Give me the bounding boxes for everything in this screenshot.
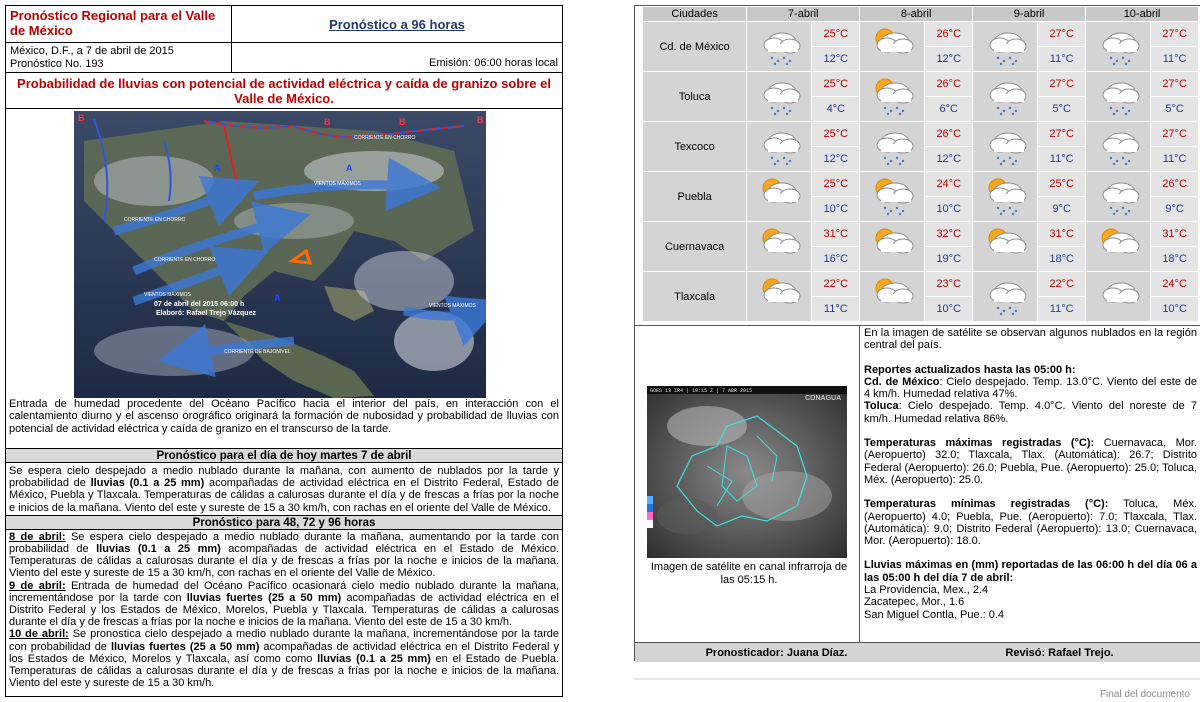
satellite-header-text: GOES 13 IR4 | 10:15 Z | 7 ABR 2015 bbox=[650, 388, 753, 394]
weather-icon bbox=[747, 172, 812, 222]
report-toluca-label: Toluca bbox=[864, 400, 899, 413]
temp-min: 9°C bbox=[1038, 197, 1086, 222]
table-row bbox=[643, 172, 1199, 197]
weather-icon bbox=[747, 22, 812, 72]
temp-max: 26°C bbox=[925, 122, 973, 147]
map-author: Elaboró: Rafael Trejo Vázquez bbox=[156, 310, 256, 317]
day-9-text-a: Entrada de humedad del Océano Pacífico ocasionará cielo medio nublado durante la mañana, incrementándose por la tarde con bbox=[9, 579, 560, 604]
satellite-summary: En la imagen de satélite se observan algunos nublados en la región central del país. bbox=[864, 327, 1197, 352]
satellite-caption: Imagen de satélite en canal infrarroja de las 05:15 h. bbox=[650, 561, 848, 586]
day-8-label: 8 de abril: bbox=[9, 530, 66, 543]
updated-reports-heading: Reportes actualizados hasta las 05:00 h: bbox=[864, 363, 1076, 376]
max-temperatures bbox=[864, 437, 1197, 486]
temp-min: 16°C bbox=[812, 247, 860, 272]
forecast-page-right bbox=[634, 5, 1200, 661]
temp-max: 24°C bbox=[1151, 272, 1199, 297]
map-label-b: B bbox=[477, 115, 484, 125]
temp-max: 22°C bbox=[812, 272, 860, 297]
temp-max: 25°C bbox=[812, 122, 860, 147]
today-text-c: acompañadas de actividad eléctrica en el Distrito Federal, Estado de México, Puebla y Tlaxcala. Temperaturas de cálidas a calurosas durante el día y de frescas a frías por la noche e inicios de la mañana. Viento del este y sureste de 15 a 30 km/h, con rachas en el oriente del Valle de México. bbox=[9, 477, 559, 514]
min-temperatures-heading: Temperaturas mínimas registradas (°C): bbox=[864, 498, 1109, 511]
city-name: Cuernavaca bbox=[643, 222, 747, 272]
weather-icon bbox=[973, 272, 1038, 322]
temp-max: 31°C bbox=[1038, 222, 1086, 247]
day-10-rain-light: lluvias (0.1 a 25 mm) bbox=[317, 652, 431, 665]
report-cdmx bbox=[864, 376, 1197, 401]
day-10-forecast bbox=[9, 628, 559, 689]
temp-max: 31°C bbox=[812, 222, 860, 247]
forecast-page-left bbox=[5, 5, 563, 697]
weather-icon bbox=[1086, 272, 1151, 322]
city-name: Toluca bbox=[643, 72, 747, 122]
temp-min: 18°C bbox=[1038, 247, 1086, 272]
today-rain-amount: lluvias (0.1 a 25 mm) bbox=[90, 477, 205, 490]
table-row bbox=[643, 222, 1199, 247]
end-of-document-label: Final del documento bbox=[1099, 689, 1190, 700]
temp-min: 12°C bbox=[925, 47, 973, 72]
map-label-b: B bbox=[324, 117, 331, 127]
rainfall-item: Zacatepec, Mor., 1.6 bbox=[864, 596, 965, 609]
temp-min: 10°C bbox=[925, 297, 973, 322]
synoptic-map bbox=[6, 109, 562, 398]
page-bottom-edge bbox=[634, 678, 1200, 680]
temp-min: 11°C bbox=[1038, 297, 1086, 322]
table-row bbox=[643, 72, 1199, 97]
day-8-rain: lluvias (0.1 a 25 mm) bbox=[96, 543, 221, 556]
day-8-text-a: Se espera cielo despejado a medio nublado durante la mañana, aumentando por la tarde con probabilidad de bbox=[9, 530, 559, 556]
city-name: Texcoco bbox=[643, 122, 747, 172]
temp-min: 9°C bbox=[1151, 197, 1199, 222]
today-text-a: Se espera cielo despejado a medio nublado durante la mañana, con aumento de nublados por la tarde y probabilidad de bbox=[9, 465, 559, 490]
day-10-label: 10 de abril: bbox=[9, 628, 69, 641]
satellite-section bbox=[635, 325, 1200, 642]
forecaster-name: Pronosticador: Juana Díaz. bbox=[705, 646, 848, 659]
temp-max: 24°C bbox=[925, 172, 973, 197]
map-label-winds: VIENTOS MÁXIMOS bbox=[429, 303, 476, 309]
min-temperatures bbox=[864, 498, 1197, 547]
extended-forecast-heading: Pronóstico para 48, 72 y 96 horas bbox=[6, 515, 562, 530]
temp-max: 25°C bbox=[812, 72, 860, 97]
day-9-label: 9 de abril: bbox=[9, 579, 66, 592]
weather-icon bbox=[860, 222, 925, 272]
temp-min: 12°C bbox=[812, 47, 860, 72]
max-rainfall bbox=[864, 559, 1197, 620]
synoptic-description: Entrada de humedad procedente del Océano Pacífico hacia el interior del país, en interacción con el calentamiento diurno y el ascenso orográfico originará la formación de nubosidad y probabilidad de lluvias con potencial de actividad eléctrica y caída de granizo en el transcurso de la tarde. bbox=[9, 398, 559, 435]
temp-min: 19°C bbox=[925, 247, 973, 272]
reviewer-name: Revisó: Rafael Trejo. bbox=[1005, 646, 1114, 659]
synoptic-map-image bbox=[74, 111, 486, 398]
updated-reports bbox=[864, 364, 1197, 425]
map-label-jet: CORRIENTE EN CHORRO bbox=[354, 135, 416, 141]
place-date: México, D.F., a 7 de abril de 2015 bbox=[10, 45, 174, 57]
observations-text bbox=[860, 326, 1200, 642]
day-10-rain-heavy: lluvias fuertes (25 a 50 mm) bbox=[110, 640, 260, 653]
report-cdmx-text: : Cielo despejado. Temp. 13.0°C. Viento del este de 4 km/h. Humedad relativa 47%. bbox=[864, 375, 1197, 401]
forecast-number: Pronóstico No. 193 bbox=[10, 58, 104, 70]
temp-max: 25°C bbox=[812, 172, 860, 197]
col-city-header: Ciudades bbox=[643, 7, 747, 22]
day-9-forecast bbox=[9, 580, 559, 629]
forecast-96h-cell bbox=[232, 6, 562, 42]
weather-icon bbox=[860, 22, 925, 72]
map-date-stamp: 07 de abril del 2015 06:00 h bbox=[154, 301, 245, 308]
map-label-winds: VIENTOS MÁXIMOS bbox=[144, 292, 191, 298]
temp-max: 27°C bbox=[1038, 122, 1086, 147]
satellite-panel bbox=[635, 326, 860, 642]
max-rainfall-heading: Lluvias máximas en (mm) reportadas de las 06:00 h del día 06 a las 05:00 h del día 7 de abril: bbox=[864, 559, 1197, 584]
temp-max: 27°C bbox=[1038, 72, 1086, 97]
col-day-header: 8-abril bbox=[860, 7, 973, 22]
temp-min: 18°C bbox=[1151, 247, 1199, 272]
weather-icon bbox=[973, 72, 1038, 122]
temp-max: 32°C bbox=[925, 222, 973, 247]
temp-min: 4°C bbox=[812, 97, 860, 122]
temp-max: 27°C bbox=[1038, 22, 1086, 47]
map-label-a: A bbox=[214, 163, 221, 173]
weather-icon bbox=[1086, 22, 1151, 72]
temp-max: 27°C bbox=[1151, 72, 1199, 97]
max-temperatures-text: Cuernavaca, Mor. (Aeropuerto) 32.0; Tlaxcala, Tlax. (Automática): 26.7; Distrito Federal (Aeropuerto): 26.0; Puebla, Pue. (Aeropuerto): 25.0; Toluca, Méx. (Aeropuerto): 25.0. bbox=[864, 437, 1197, 486]
report-toluca bbox=[864, 400, 1197, 425]
day-9-rain: lluvias fuertes (25 a 50 mm) bbox=[186, 591, 342, 604]
min-temperatures-text: Toluca, Méx. (Aeropuerto) 4.0; Puebla, Pue. (Aeropuerto): 7.0; Tlaxcala, Tlax. (Automática): 9.0; Distrito Federal (Aeropuerto): 13.0; Cuernavaca, Mor. (Aeropuerto): 18.0. bbox=[864, 498, 1198, 548]
weather-icon bbox=[1086, 222, 1151, 272]
map-label-a: A bbox=[274, 293, 281, 303]
temp-min: 11°C bbox=[1151, 147, 1199, 172]
map-label-jet: CORRIENTE EN CHORRO bbox=[124, 217, 186, 223]
header-row bbox=[6, 6, 562, 43]
temp-min: 11°C bbox=[1038, 147, 1086, 172]
weather-icon bbox=[860, 72, 925, 122]
map-label-jet: CORRIENTE EN CHORRO bbox=[154, 257, 216, 263]
temp-min: 6°C bbox=[925, 97, 973, 122]
temp-min: 12°C bbox=[812, 147, 860, 172]
temp-min: 10°C bbox=[812, 197, 860, 222]
temp-min: 11°C bbox=[1151, 47, 1199, 72]
weather-icon bbox=[1086, 172, 1151, 222]
temp-max: 25°C bbox=[1038, 172, 1086, 197]
weather-icon bbox=[747, 72, 812, 122]
table-row bbox=[643, 22, 1199, 47]
temp-max: 26°C bbox=[925, 72, 973, 97]
temp-min: 11°C bbox=[1038, 47, 1086, 72]
table-header-row bbox=[643, 7, 1199, 22]
weather-icon bbox=[860, 122, 925, 172]
temp-max: 22°C bbox=[1038, 272, 1086, 297]
day-10-text-c: acompañadas de actividad eléctrica en el Distrito Federal y los Estados de México, Morelos y Tlaxcala, así como como bbox=[9, 640, 559, 665]
temp-min: 12°C bbox=[925, 147, 973, 172]
map-label-lowlevel: CORRIENTE DE BAJONIVEL bbox=[224, 349, 291, 355]
col-day-header: 10-abril bbox=[1086, 7, 1199, 22]
main-headline: Probabilidad de lluvias con potencial de actividad eléctrica y caída de granizo sobre el Valle de México. bbox=[6, 73, 562, 109]
weather-icon bbox=[860, 172, 925, 222]
weather-icon bbox=[1086, 72, 1151, 122]
satellite-image bbox=[647, 386, 847, 558]
today-forecast-text bbox=[6, 463, 562, 515]
weather-icon bbox=[973, 222, 1038, 272]
emission-cell bbox=[232, 43, 562, 72]
temp-min: 10°C bbox=[925, 197, 973, 222]
signature-row bbox=[635, 642, 1200, 662]
map-label-b: B bbox=[399, 117, 406, 127]
temp-min: 11°C bbox=[812, 297, 860, 322]
temp-min: 10°C bbox=[1151, 297, 1199, 322]
weather-icon bbox=[747, 122, 812, 172]
rainfall-item: San Miguel Contla, Pue.: 0.4 bbox=[864, 608, 1005, 621]
header-info-row bbox=[6, 43, 562, 73]
weather-icon bbox=[860, 272, 925, 322]
table-row bbox=[643, 122, 1199, 147]
day-8-forecast bbox=[9, 531, 559, 580]
report-cdmx-label: Cd. de México bbox=[864, 375, 940, 388]
map-label-winds: VIENTOS MÁXIMOS bbox=[314, 181, 361, 187]
city-name: Tlaxcala bbox=[643, 272, 747, 322]
temp-min: 5°C bbox=[1151, 97, 1199, 122]
table-row bbox=[643, 272, 1199, 297]
weather-icon bbox=[747, 272, 812, 322]
map-label-b: B bbox=[78, 113, 85, 123]
regional-forecast-title: Pronóstico Regional para el Valle de México bbox=[6, 6, 232, 42]
col-day-header: 7-abril bbox=[747, 7, 860, 22]
report-toluca-text: : Cielo despejado. Temp. 4.0°C. Viento del noreste de 7 km/h. Humedad relativa 86%. bbox=[864, 400, 1197, 425]
temp-max: 31°C bbox=[1151, 222, 1199, 247]
weather-icon bbox=[747, 222, 812, 272]
temp-min: 5°C bbox=[1038, 97, 1086, 122]
temp-max: 27°C bbox=[1151, 122, 1199, 147]
conagua-logo: CONAGUA bbox=[805, 395, 842, 402]
weather-icon bbox=[973, 122, 1038, 172]
map-label-a: A bbox=[346, 163, 353, 173]
max-temperatures-heading: Temperaturas máximas registradas (°C): bbox=[864, 437, 1095, 450]
city-name: Puebla bbox=[643, 172, 747, 222]
extended-forecast-text bbox=[6, 530, 562, 691]
col-day-header: 9-abril bbox=[973, 7, 1086, 22]
date-cell bbox=[6, 43, 232, 72]
weather-icon bbox=[973, 22, 1038, 72]
city-forecast-table bbox=[642, 6, 1199, 322]
temp-max: 27°C bbox=[1151, 22, 1199, 47]
rainfall-item: La Providencia, Mex., 2.4 bbox=[864, 584, 989, 597]
today-forecast-heading: Pronóstico para el día de hoy martes 7 de abril bbox=[6, 448, 562, 463]
weather-icon bbox=[1086, 122, 1151, 172]
temp-max: 26°C bbox=[1151, 172, 1199, 197]
day-8-text-c: acompañadas de actividad eléctrica en el Estado de México. Temperaturas de cálidas a calurosas durante el día y de frescas a frías por la noche e inicios de la mañana. Viento del este y sureste de 15 a 30 km/h, con rachas en el oriente del Valle de México. bbox=[9, 543, 559, 580]
weather-icon bbox=[973, 172, 1038, 222]
page-gap bbox=[563, 0, 634, 702]
day-10-text-a: Se pronostica cielo despejado a medio nublado durante la mañana, incrementándose por la tarde con probabilidad de bbox=[9, 628, 559, 653]
day-10-text-e: en el Estado de Puebla. Temperaturas de cálidas a calurosas durante el día y de frescas a frías por la noche e inicios de la mañana. Viento del este y sureste de 15 a 30 km/h. bbox=[9, 652, 559, 690]
forecast-96h-title: Pronóstico a 96 horas bbox=[329, 16, 465, 32]
emission-time: Emisión: 06:00 horas local bbox=[428, 57, 558, 69]
day-9-text-c: acompañadas de actividad eléctrica en el Distrito Federal y los Estados de México, Morelos, Puebla y Tlaxcala. Temperaturas de cálidas a calurosas durante el día y de frescas a frías por la noche e inicios de la mañana. Viento del este de 15 a 30 km/h. bbox=[9, 591, 559, 629]
temp-max: 25°C bbox=[812, 22, 860, 47]
temp-max: 26°C bbox=[925, 22, 973, 47]
city-name: Cd. de México bbox=[643, 22, 747, 72]
temp-max: 23°C bbox=[925, 272, 973, 297]
